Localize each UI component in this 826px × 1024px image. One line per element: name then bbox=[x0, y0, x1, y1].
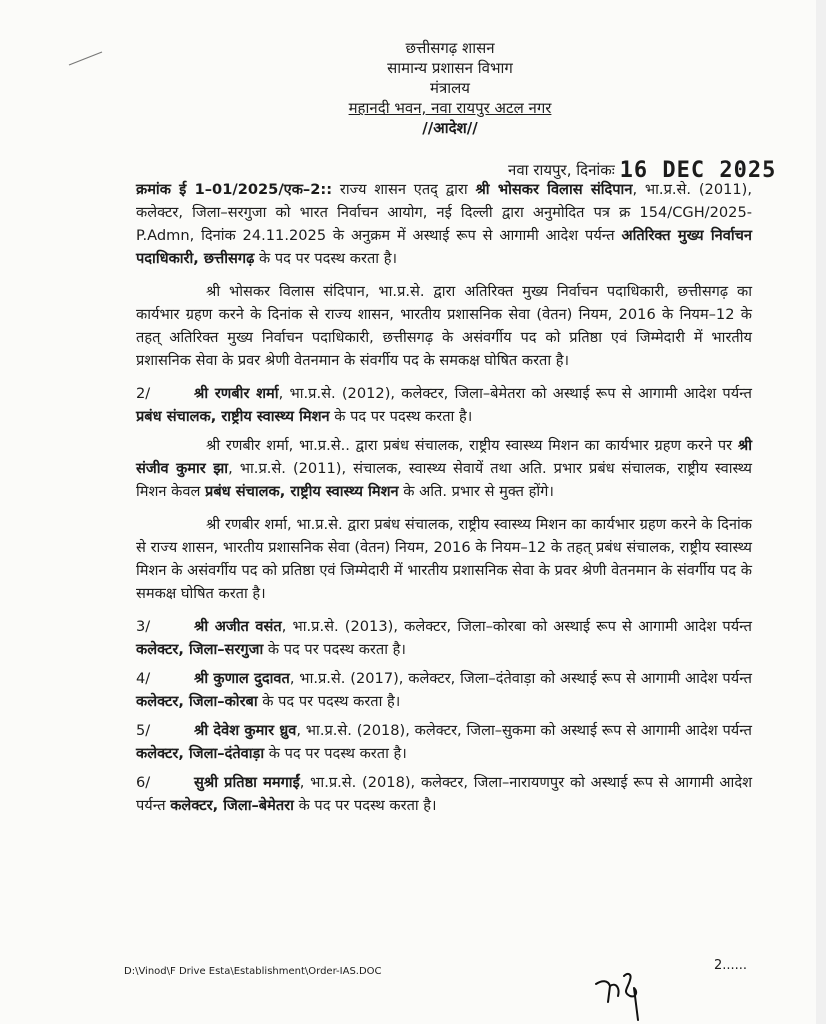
p7-text-1: , भा.प्र.से. (2017), कलेक्टर, जिला–दंतेवाड़ा को अस्थाई रूप से आगामी आदेश पर्यन्त bbox=[289, 670, 753, 687]
pen-mark bbox=[66, 48, 106, 68]
paragraph-6 bbox=[136, 615, 752, 661]
paragraph-5: श्री रणबीर शर्मा, भा.प्र.से. द्वारा प्रबंध संचालक, राष्ट्रीय स्वास्थ्य मिशन का कार्यभार ग्रहण करने के दिनांक से राज्य शासन, भारतीय प्रशासनिक सेवा (वेतन) नियम, 2016 के नियम–12 के तहत् प्रबंध संचालक, राष्ट्रीय स्वास्थ्य मिशन के असंवर्गीय पद को प्रतिष्ठा एवं जिम्मेदारी में भारतीय प्रशासनिक सेवा के प्रवर श्रेणी वेतनमान के संवर्गीय पद के समकक्ष घोषित करता है। bbox=[136, 516, 752, 602]
item-number: 4/ bbox=[136, 670, 151, 687]
paragraph-4 bbox=[136, 434, 752, 503]
item-number: 2/ bbox=[136, 385, 151, 402]
item-number: 5/ bbox=[136, 722, 151, 739]
p4-text-2: , भा.प्र.से. (2011), संचालक, स्वास्थ्य सेवायें तथा अति. प्रभार प्रबंध संचालक, राष्ट्रीय स्वास्थ्य मिशन केवल bbox=[136, 460, 752, 500]
posting: प्रबंध संचालक, राष्ट्रीय स्वास्थ्य मिशन bbox=[136, 408, 330, 425]
officer-name: श्री भोसकर विलास संदिपान bbox=[475, 181, 633, 198]
paragraph-3 bbox=[136, 382, 752, 428]
p3-text-1: , भा.प्र.से. (2012), कलेक्टर, जिला–बेमेतरा को अस्थाई रूप से आगामी आदेश पर्यन्त bbox=[278, 385, 752, 402]
p6-text-2: के पद पर पदस्थ करता है। bbox=[263, 641, 406, 658]
paragraph-2: श्री भोसकर विलास संदिपान, भा.प्र.से. द्वारा अतिरिक्त मुख्य निर्वाचन पदाधिकारी, छत्तीसगढ़ का कार्यभार ग्रहण करने के दिनांक से राज्य शासन, भारतीय प्रशासनिक सेवा (वेतन) नियम, 2016 के नियम–12 के तहत् अतिरिक्त मुख्य निर्वाचन पदाधिकारी, छत्तीसगढ़ के असंवर्गीय पद को प्रतिष्ठा एवं जिम्मेदारी में भारतीय प्रशासनिक सेवा के प्रवर श्रेणी वेतनमान के संवर्गीय पद के समकक्ष घोषित करता है। bbox=[136, 283, 752, 369]
p4-text-3: के अति. प्रभार से मुक्त होंगे। bbox=[398, 483, 554, 500]
p3-text-2: के पद पर पदस्थ करता है। bbox=[329, 408, 473, 425]
posting: प्रबंध संचालक, राष्ट्रीय स्वास्थ्य मिशन bbox=[205, 483, 399, 500]
item-number: 3/ bbox=[136, 618, 151, 635]
date-stamp: 16 DEC 2025 bbox=[619, 158, 777, 183]
p1-text-3: के पद पर पदस्थ करता है। bbox=[254, 250, 397, 267]
order-body bbox=[136, 178, 752, 823]
paragraph-7 bbox=[136, 667, 752, 713]
paragraph-8 bbox=[136, 719, 752, 765]
item-number: 6/ bbox=[136, 774, 151, 791]
page-number: 2...... bbox=[714, 958, 748, 973]
officer-name: श्री कुणाल दुदावत bbox=[194, 670, 290, 687]
paragraph-9 bbox=[136, 771, 752, 817]
dateline-prefix: नवा रायपुर, दिनांकः bbox=[508, 161, 615, 179]
order-number: क्रमांक ई 1–01/2025/एक–2:: bbox=[136, 181, 333, 198]
p8-text-1: , भा.प्र.से. (2018), कलेक्टर, जिला–सुकमा को अस्थाई रूप से आगामी आदेश पर्यन्त bbox=[296, 722, 753, 739]
p6-text-1: , भा.प्र.से. (2013), कलेक्टर, जिला–कोरबा को अस्थाई रूप से आगामी आदेश पर्यन्त bbox=[281, 618, 752, 635]
header-order-title: //आदेश// bbox=[422, 119, 478, 137]
file-path: D:\Vinod\F Drive Esta\Establishment\Order-IAS.DOC bbox=[124, 966, 382, 977]
posting: कलेक्टर, जिला–बेमेतरा bbox=[170, 797, 294, 814]
posting: कलेक्टर, जिला–कोरबा bbox=[136, 693, 258, 710]
p9-text-2: के पद पर पदस्थ करता है। bbox=[293, 797, 437, 814]
officer-name: श्री अजीत वसंत bbox=[194, 618, 282, 635]
officer-name: श्री रणबीर शर्मा bbox=[194, 385, 279, 402]
paragraph-1 bbox=[136, 178, 752, 270]
p8-text-2: के पद पर पदस्थ करता है। bbox=[264, 745, 407, 762]
officer-name: श्री संजीव कुमार झा bbox=[136, 437, 752, 477]
signature bbox=[588, 962, 678, 1022]
p4-text-1: श्री रणबीर शर्मा, भा.प्र.से.. द्वारा प्रबंध संचालक, राष्ट्रीय स्वास्थ्य मिशन का कार्यभार ग्रहण करने पर bbox=[206, 437, 738, 454]
posting: कलेक्टर, जिला–सरगुजा bbox=[136, 641, 264, 658]
posting: अतिरिक्त मुख्य निर्वाचन पदाधिकारी, छत्तीसगढ़ bbox=[136, 227, 752, 267]
p1-text-2: , भा.प्र.से. (2011), कलेक्टर, जिला–सरगुजा को भारत निर्वाचन आयोग, नई दिल्ली द्वारा अनुमोदित पत्र क्र 154/CGH/2025-P.Admn, दिनांक 24.11.2025 के अनुक्रम में अस्थाई रूप से आगामी आदेश पर्यन्त bbox=[136, 181, 753, 244]
header-government: छत्तीसगढ़ शासन bbox=[405, 39, 495, 57]
officer-name: श्री देवेश कुमार ध्रुव bbox=[194, 722, 297, 739]
header-department: सामान्य प्रशासन विभाग bbox=[387, 59, 513, 77]
p1-text-1: राज्य शासन एतद् द्वारा bbox=[332, 181, 476, 198]
document-header bbox=[300, 38, 600, 138]
p7-text-2: के पद पर पदस्थ करता है। bbox=[257, 693, 401, 710]
header-address: महानदी भवन, नवा रायपुर अटल नगर bbox=[348, 99, 552, 117]
p9-text-1: , भा.प्र.से. (2018), कलेक्टर, जिला–नारायणपुर को अस्थाई रूप से आगामी आदेश पर्यन्त bbox=[136, 774, 752, 814]
posting: कलेक्टर, जिला–दंतेवाड़ा bbox=[136, 745, 265, 762]
header-ministry: मंत्रालय bbox=[429, 79, 470, 97]
officer-name: सुश्री प्रतिष्ठा ममगाईं bbox=[194, 774, 300, 791]
